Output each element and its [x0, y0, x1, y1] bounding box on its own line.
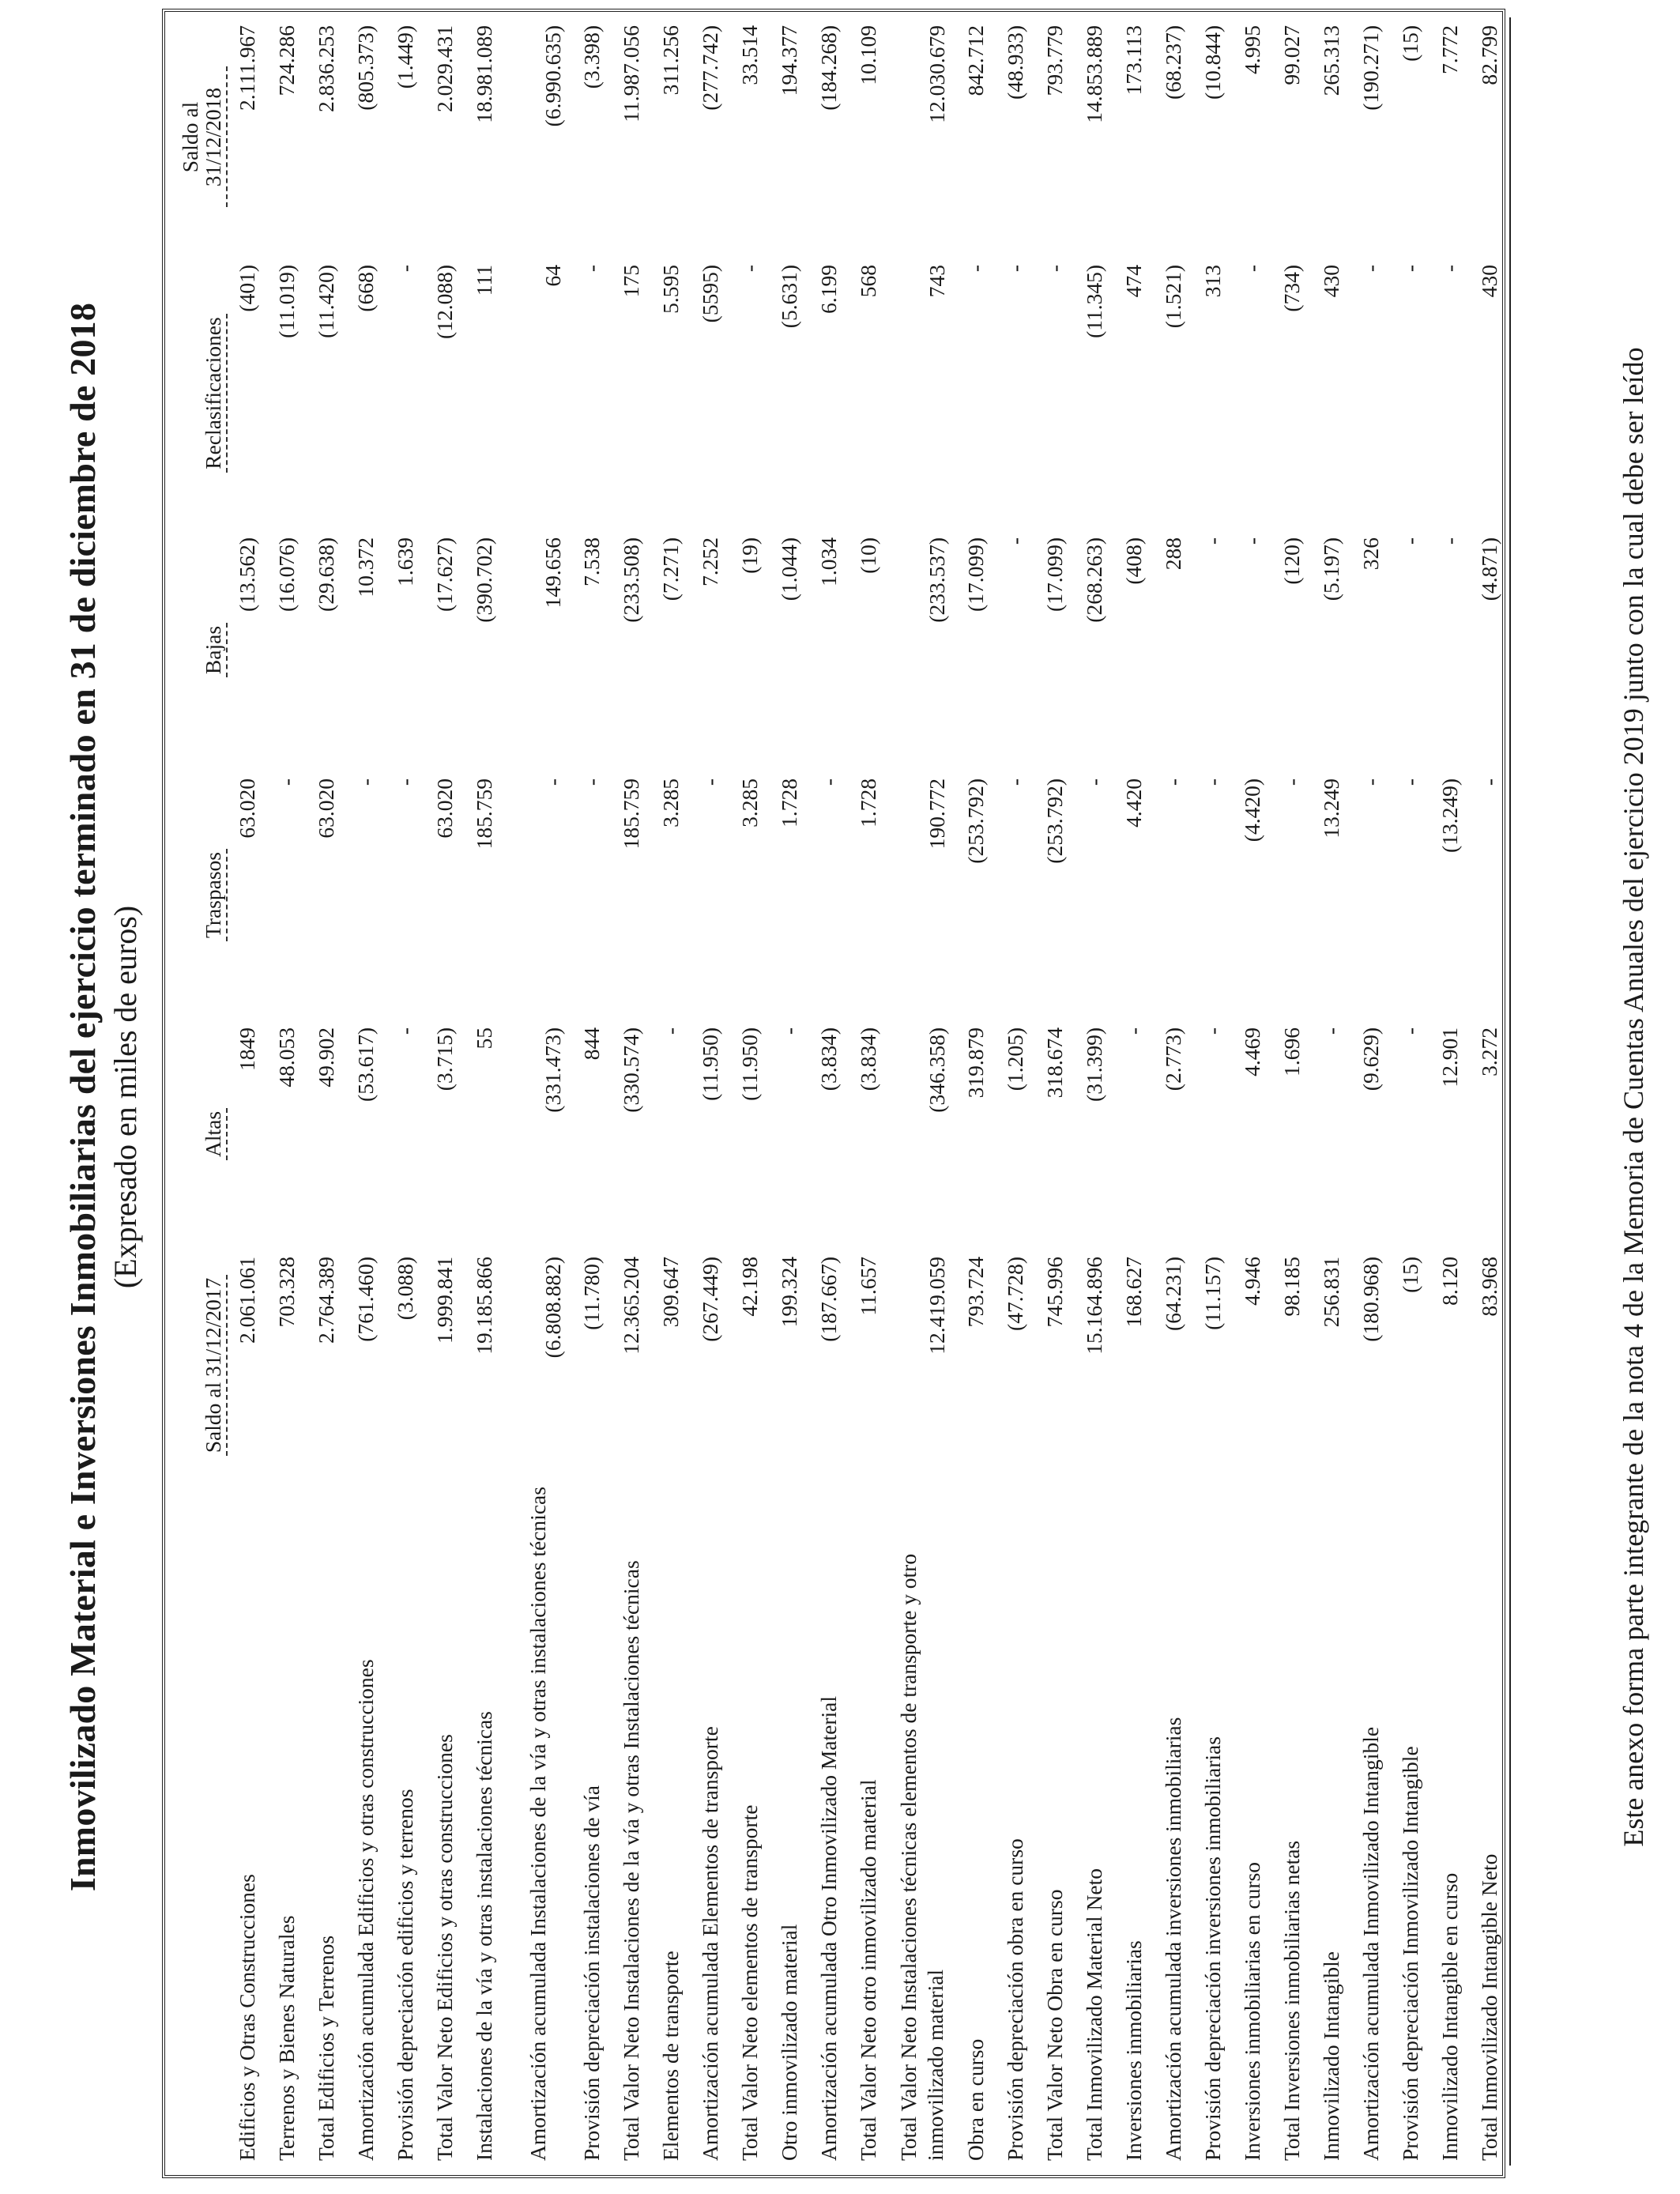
cell-value: 149.656 [541, 537, 565, 609]
cell-value: 265.313 [1319, 25, 1343, 96]
cell-value: (11.950) [737, 1027, 762, 1101]
footer-note: Este anexo forma parte integrante de la nota 4 de la Memoria de Cuentas Anuales del ejercicio 2019 junto con la cual debe ser leído [1618, 347, 1649, 1847]
cell-value: - [698, 778, 722, 786]
cell-value: 98.185 [1279, 1257, 1304, 1317]
cell-value: 1.639 [393, 537, 417, 586]
row-label: Inmovilizado Intangible en curso [1437, 1872, 1462, 2161]
cell-value: 99.027 [1279, 25, 1304, 85]
cell-value: (6.990.635) [541, 25, 565, 127]
cell-value: 194.377 [777, 25, 801, 96]
row-label: Total Valor Neto Instalaciones técnicas elementos de transporte y otro inmovilizado material [896, 1553, 947, 2161]
row-label: Provisión depreciación obra en curso [1003, 1838, 1027, 2161]
cell-value: (668) [353, 265, 378, 312]
cell-value: (5595) [698, 265, 722, 323]
cell-value: 13.249 [1319, 778, 1343, 839]
cell-value: (761.460) [353, 1257, 378, 1342]
cell-value: - [777, 1027, 801, 1035]
cell-value: - [1358, 778, 1383, 786]
row-label: Total Inmovilizado Intangible Neto [1470, 1482, 1510, 2166]
cell-value: (805.373) [353, 25, 378, 111]
cell-value: 82.799 [1470, 17, 1510, 257]
cell-value: (253.792) [963, 778, 988, 864]
cell-value: (15) [1398, 25, 1422, 62]
cell-value: 3.272 [1470, 1020, 1510, 1249]
cell-value: (11.157) [1200, 1257, 1225, 1330]
column-header [172, 771, 228, 1020]
cell-value: 63.020 [314, 778, 338, 839]
cell-value: (17.099) [963, 537, 988, 612]
cell-value: 12.365.204 [619, 1257, 643, 1355]
table-row [425, 17, 465, 2166]
cell-value: 185.759 [472, 778, 496, 850]
column-header-label: Reclasificaciones [202, 314, 228, 472]
cell-value: 10.372 [353, 537, 378, 598]
cell-value: - [1398, 778, 1422, 786]
cell-value: 1.034 [816, 537, 841, 586]
column-header [172, 17, 228, 257]
cell-value: - [658, 1027, 683, 1035]
cell-value: 743 [925, 265, 949, 298]
row-label: Provisión depreciación Inmovilizado Intangible [1398, 1746, 1422, 2161]
page-subtitle: (Expresado en miles de euros) [107, 905, 143, 1289]
cell-value: (331.473) [541, 1027, 565, 1113]
cell-value: 7.772 [1437, 25, 1462, 74]
cell-value: (401) [235, 265, 259, 312]
cell-value: 1.728 [856, 778, 880, 827]
cell-value: 319.879 [963, 1027, 988, 1099]
cell-value: 83.968 [1470, 1249, 1510, 1482]
cell-value: - [1470, 771, 1510, 1020]
cell-value: 48.053 [274, 1027, 299, 1088]
cell-value: 288 [1161, 537, 1185, 571]
row-label: Amortización acumulada Otro Inmovilizado Material [816, 1696, 841, 2161]
header-blank [172, 1482, 228, 2166]
cell-value: 185.759 [619, 778, 643, 850]
cell-value: (16.076) [274, 537, 299, 612]
cell-value: (1.205) [1003, 1027, 1027, 1091]
cell-value: (12.088) [432, 265, 457, 339]
table-row [1233, 17, 1272, 2166]
cell-value: 168.627 [1121, 1257, 1146, 1328]
table-row [1470, 17, 1510, 2166]
row-label: Amortización acumulada Edificios y otras construcciones [353, 1659, 378, 2161]
cell-value: 33.514 [737, 25, 762, 85]
row-label: Provisión depreciación instalaciones de vía [579, 1785, 604, 2161]
cell-value: 3.285 [658, 778, 683, 827]
table-row [346, 17, 386, 2166]
table-row [1430, 17, 1470, 2166]
table-row [956, 17, 996, 2166]
row-label: Total Inmovilizado Material Neto [1082, 1868, 1106, 2161]
row-label: Total Valor Neto Instalaciones de la vía y otras Instalaciones técnicas [619, 1560, 643, 2161]
cell-value: 309.647 [658, 1257, 683, 1328]
row-label: Total Inversiones inmobiliarias netas [1279, 1840, 1304, 2161]
cell-value: - [579, 778, 604, 786]
table-row [888, 17, 956, 2166]
table-row [849, 17, 888, 2166]
cell-value: (29.638) [314, 537, 338, 612]
cell-value: 55 [472, 1027, 496, 1050]
cell-value: (187.667) [816, 1257, 841, 1342]
cell-value: 5.595 [658, 265, 683, 314]
column-header-label: Traspasos [202, 849, 228, 941]
cell-value: 2.836.253 [314, 25, 338, 112]
cell-value: 111 [472, 265, 496, 296]
cell-value: - [1240, 265, 1264, 273]
row-label: Amortización acumulada Instalaciones de la vía y otras instalaciones técnicas [525, 1487, 550, 2161]
table-body [228, 17, 1510, 2166]
cell-value: (3.088) [393, 1257, 417, 1321]
cell-value: 175 [619, 265, 643, 298]
row-label: Edificios y Otras Construcciones [235, 1874, 259, 2161]
cell-value: 4.469 [1240, 1027, 1264, 1076]
row-label: Amortización acumulada Elementos de transporte [698, 1726, 722, 2161]
cell-value: - [1003, 778, 1027, 786]
cell-value: 199.324 [777, 1257, 801, 1328]
cell-value: (53.617) [353, 1027, 378, 1102]
table-header [172, 17, 228, 2166]
cell-value: 568 [856, 265, 880, 298]
row-label: Terrenos y Bienes Naturales [274, 1915, 299, 2161]
cell-value: (180.968) [1358, 1257, 1383, 1342]
cell-value: - [1121, 1027, 1146, 1035]
cell-value: (11.420) [314, 265, 338, 338]
cell-value: (11.345) [1082, 265, 1106, 338]
cell-value: 3.285 [737, 778, 762, 827]
cell-value: - [1398, 265, 1422, 273]
cell-value: 2.061.061 [235, 1257, 259, 1344]
row-label: Total Valor Neto Obra en curso [1042, 1889, 1067, 2161]
cell-value: - [1398, 537, 1422, 545]
table-row [691, 17, 730, 2166]
cell-value: 844 [579, 1027, 604, 1061]
cell-value: 842.712 [963, 25, 988, 96]
cell-value: (1.044) [777, 537, 801, 601]
table-row [1351, 17, 1391, 2166]
table-row [1075, 17, 1114, 2166]
row-label: Provisión depreciación edificios y terrenos [393, 1789, 417, 2161]
cell-value: (390.702) [472, 537, 496, 623]
cell-value: 256.831 [1319, 1257, 1343, 1328]
cell-value: (7.271) [658, 537, 683, 601]
cell-value: (68.237) [1161, 25, 1185, 100]
cell-value: 4.420 [1121, 778, 1146, 827]
cell-value: (31.399) [1082, 1027, 1106, 1102]
cell-value: 430 [1470, 257, 1510, 530]
table-row [307, 17, 346, 2166]
cell-value: 318.674 [1042, 1027, 1067, 1099]
cell-value: - [541, 778, 565, 786]
cell-value: - [353, 778, 378, 786]
cell-value: (9.629) [1358, 1027, 1383, 1091]
table-row [267, 17, 307, 2166]
cell-value: 15.164.896 [1082, 1257, 1106, 1355]
table-row [1035, 17, 1075, 2166]
cell-value: 12.901 [1437, 1027, 1462, 1088]
cell-value: - [1003, 537, 1027, 545]
cell-value: 4.995 [1240, 25, 1264, 74]
cell-value: 1.696 [1279, 1027, 1304, 1076]
cell-value: - [1003, 265, 1027, 273]
table-row [386, 17, 425, 2166]
cell-value: (184.268) [816, 25, 841, 111]
cell-value: 724.286 [274, 25, 299, 96]
cell-value: - [1240, 537, 1264, 545]
cell-value: - [816, 778, 841, 786]
cell-value: 2.764.389 [314, 1257, 338, 1344]
cell-value: (6.808.882) [541, 1257, 565, 1359]
table-row [572, 17, 612, 2166]
table-row [1272, 17, 1312, 2166]
cell-value: - [737, 265, 762, 273]
cell-value: 173.113 [1121, 25, 1146, 96]
table-row [1154, 17, 1193, 2166]
cell-value: 1.728 [777, 778, 801, 827]
column-header-label: Saldo al 31/12/2017 [202, 1275, 228, 1457]
cell-value: 18.981.089 [472, 25, 496, 123]
cell-value: (64.231) [1161, 1257, 1185, 1331]
cell-value: - [274, 778, 299, 786]
cell-value: 8.120 [1437, 1257, 1462, 1306]
row-label: Total Valor Neto Edificios y otras construcciones [432, 1734, 457, 2161]
table-row [1193, 17, 1233, 2166]
cell-value: 14.853.889 [1082, 25, 1106, 123]
cell-value: (17.099) [1042, 537, 1067, 612]
cell-value: - [393, 778, 417, 786]
cell-value: 11.987.056 [619, 25, 643, 123]
cell-value: (17.627) [432, 537, 457, 612]
cell-value: 1849 [235, 1027, 259, 1071]
cell-value: (277.742) [698, 25, 722, 111]
column-header [172, 1249, 228, 1482]
cell-value: 63.020 [432, 778, 457, 839]
cell-value: 2.029.431 [432, 25, 457, 112]
cell-value: 11.657 [856, 1257, 880, 1316]
cell-value: 42.198 [737, 1257, 762, 1317]
cell-value: - [1279, 778, 1304, 786]
row-label: Inversiones inmobiliarias en curso [1240, 1861, 1264, 2161]
cell-value: 10.109 [856, 25, 880, 85]
cell-value: (3.398) [579, 25, 604, 89]
cell-value: - [393, 1027, 417, 1035]
cell-value: 4.946 [1240, 1257, 1264, 1306]
table-row [228, 17, 267, 2166]
cell-value: 313 [1200, 265, 1225, 298]
cell-value: 745.996 [1042, 1257, 1067, 1328]
cell-value: (3.715) [432, 1027, 457, 1091]
cell-value: (11.780) [579, 1257, 604, 1330]
cell-value: 12.419.059 [925, 1257, 949, 1355]
cell-value: (734) [1279, 265, 1304, 312]
cell-value: (1.449) [393, 25, 417, 89]
row-label: Provisión depreciación inversiones inmobiliarias [1200, 1736, 1225, 2161]
cell-value: (3.834) [816, 1027, 841, 1091]
cell-value: (48.933) [1003, 25, 1027, 100]
table-row [1312, 17, 1351, 2166]
cell-value: 793.724 [963, 1257, 988, 1328]
cell-value: (2.773) [1161, 1027, 1185, 1091]
cell-value: 12.030.679 [925, 25, 949, 123]
cell-value: (4.420) [1240, 778, 1264, 843]
column-header-label: Bajas [202, 623, 228, 677]
cell-value: 64 [541, 265, 565, 287]
cell-value: (10) [856, 537, 880, 574]
cell-value: 326 [1358, 537, 1383, 571]
cell-value: 49.902 [314, 1027, 338, 1088]
table-row [465, 17, 504, 2166]
cell-value: - [1358, 265, 1383, 273]
cell-value: - [1319, 1027, 1343, 1035]
cell-value: (10.844) [1200, 25, 1225, 100]
cell-value: (11.950) [698, 1027, 722, 1101]
row-label: Total Valor Neto elementos de transporte [737, 1804, 762, 2161]
cell-value: (253.792) [1042, 778, 1067, 864]
cell-value: 793.779 [1042, 25, 1067, 96]
cell-value: 703.328 [274, 1257, 299, 1328]
cell-value: 1.999.841 [432, 1257, 457, 1344]
cell-value: 474 [1121, 265, 1146, 298]
row-label: Elementos de transporte [658, 1951, 683, 2161]
table-row [1114, 17, 1154, 2166]
cell-value: (346.358) [925, 1027, 949, 1113]
cell-value: (120) [1279, 537, 1304, 585]
cell-value: - [1437, 265, 1462, 273]
column-header-label: Saldo al 31/12/2018 [179, 67, 228, 208]
cell-value: (13.562) [235, 537, 259, 612]
cell-value: - [1200, 537, 1225, 545]
row-label: Obra en curso [963, 2038, 988, 2161]
row-label: Otro inmovilizado material [777, 1924, 801, 2161]
cell-value: - [963, 265, 988, 273]
row-label: Total Edificios y Terrenos [314, 1935, 338, 2161]
cell-value: (1.521) [1161, 265, 1185, 329]
cell-value: 311.256 [658, 25, 683, 96]
row-label: Amortización acumulada Inmovilizado Intangible [1358, 1726, 1383, 2161]
column-header-label: Altas [202, 1108, 228, 1160]
table-row [996, 17, 1035, 2166]
cell-value: (268.263) [1082, 537, 1106, 623]
table-row [1391, 17, 1430, 2166]
cell-value: (330.574) [619, 1027, 643, 1113]
table-row [504, 17, 572, 2166]
cell-value: - [1082, 778, 1106, 786]
cell-value: 190.772 [925, 778, 949, 850]
row-label: Inversiones inmobiliarias [1121, 1940, 1146, 2161]
cell-value: (4.871) [1470, 530, 1510, 771]
row-label: Instalaciones de la vía y otras instalaciones técnicas [472, 1711, 496, 2161]
cell-value: (47.728) [1003, 1257, 1027, 1331]
asset-movements-table [172, 17, 1511, 2166]
cell-value: (408) [1121, 537, 1146, 585]
cell-value: (190.271) [1358, 25, 1383, 111]
cell-value: - [1161, 778, 1185, 786]
cell-value: 19.185.866 [472, 1257, 496, 1355]
cell-value: 7.538 [579, 537, 604, 586]
table-row [770, 17, 809, 2166]
cell-value: (3.834) [856, 1027, 880, 1091]
column-header [172, 1020, 228, 1249]
cell-value: - [1200, 778, 1225, 786]
cell-value: (233.537) [925, 537, 949, 623]
cell-value: (13.249) [1437, 778, 1462, 853]
row-label: Amortización acumulada inversiones inmobiliarias [1161, 1717, 1185, 2161]
column-header [172, 257, 228, 530]
cell-value: (233.508) [619, 537, 643, 623]
table-row [612, 17, 651, 2166]
cell-value: 7.252 [698, 537, 722, 586]
cell-value: 430 [1319, 265, 1343, 298]
cell-value: - [579, 265, 604, 273]
cell-value: 63.020 [235, 778, 259, 839]
cell-value: 2.111.967 [235, 25, 259, 111]
cell-value: - [393, 265, 417, 273]
cell-value: - [1042, 265, 1067, 273]
page-title: Inmovilizado Material e Inversiones Inmobiliarias del ejercicio terminado en 31 de diciembre de 2018 [62, 302, 103, 1892]
cell-value: (5.631) [777, 265, 801, 329]
cell-value: (15) [1398, 1257, 1422, 1293]
cell-value: (11.019) [274, 265, 299, 338]
column-header [172, 530, 228, 771]
table-row [651, 17, 691, 2166]
cell-value: (19) [737, 537, 762, 574]
row-label: Inmovilizado Intangible [1319, 1951, 1343, 2161]
table-row [809, 17, 849, 2166]
cell-value: (5.197) [1319, 537, 1343, 601]
cell-value: (267.449) [698, 1257, 722, 1342]
cell-value: - [1398, 1027, 1422, 1035]
cell-value: 6.199 [816, 265, 841, 314]
table-row [730, 17, 770, 2166]
cell-value: - [1437, 537, 1462, 545]
row-label: Total Valor Neto otro inmovilizado material [856, 1779, 880, 2161]
cell-value: - [1200, 1027, 1225, 1035]
